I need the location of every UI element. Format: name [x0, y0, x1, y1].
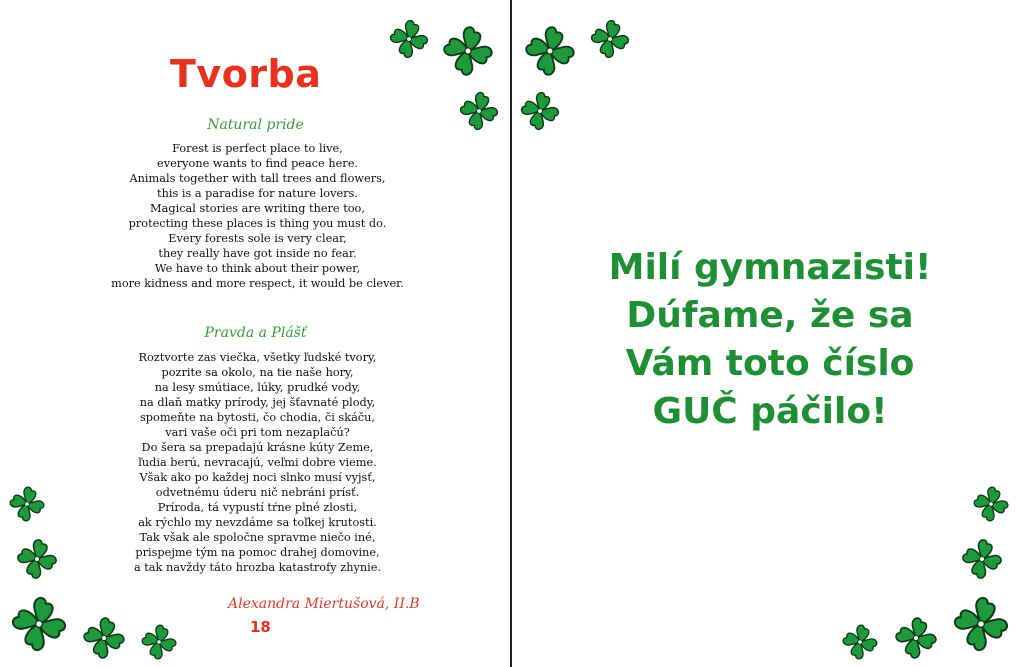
clover-icon — [5, 482, 49, 526]
clover-icon — [969, 482, 1013, 526]
clover-icon — [890, 612, 942, 664]
poem-line: pozrite sa okolo, na tie naše hory, — [161, 366, 354, 379]
poem-line: na dlaň matky prírody, jej šťavnaté plody, — [139, 396, 376, 409]
poem-line: Do šera sa prepadajú krásne kúty Zeme, — [141, 441, 374, 454]
poem-line: they really have got inside no fear. — [158, 247, 357, 260]
poem-line: vari vaše oči pri tom nezaplačú? — [165, 426, 350, 439]
message-line: Dúfame, že sa — [626, 295, 914, 336]
poem-title-natural-pride: Natural pride — [207, 117, 304, 133]
clover-icon — [137, 620, 181, 664]
poem-line: Animals together with tall trees and flowers, — [129, 172, 386, 185]
poem-line: everyone wants to find peace here. — [157, 157, 358, 170]
message-line: GUČ páčilo! — [652, 391, 888, 432]
clover-icon — [455, 87, 503, 135]
clover-icon — [78, 612, 130, 664]
poem-title-pravda-a-plast: Pravda a Plášť — [204, 325, 307, 341]
clover-icon — [12, 534, 62, 584]
poem-line: protecting these places is thing you must do. — [128, 217, 387, 230]
clover-icon — [838, 620, 882, 664]
poem-line: spomeňte na bytosti, čo chodia, či skáču, — [140, 411, 375, 424]
message-line: Vám toto číslo — [625, 343, 915, 384]
closing-message — [535, 244, 1005, 436]
poem-line: ak rýchlo my nevzdáme sa toľkej krutosti. — [138, 516, 377, 529]
poem-line: Forest is perfect place to live, — [172, 142, 343, 155]
poem-pravda-a-plast — [60, 350, 455, 575]
clover-icon — [586, 15, 634, 63]
left-page — [0, 0, 511, 667]
poem-line: Však ako po každej noci slnko musí vyjsť, — [139, 471, 376, 484]
page-number: 18 — [250, 618, 271, 636]
clover-icon — [516, 87, 564, 135]
clover-icon — [385, 15, 433, 63]
clover-icon — [519, 20, 581, 82]
poem-line: prispejme tým na pomoc drahej domovine, — [135, 546, 380, 559]
poem-line: this is a paradise for nature lovers. — [157, 187, 358, 200]
page-title: Tvorba — [170, 52, 322, 96]
clover-icon — [437, 20, 499, 82]
poem-line: ľudia berú, nevracajú, veľmi dobre vieme. — [138, 456, 377, 469]
poem-line: Tak však ale spoločne spravme niečo iné, — [139, 531, 376, 544]
clover-icon — [5, 590, 73, 658]
poem-line: Roztvorte zas viečka, všetky ľudské tvory, — [138, 351, 377, 364]
author-signature: Alexandra Miertušová, II.B — [228, 596, 420, 612]
poem-line: Príroda, tá vypustí tŕne plné zlosti, — [157, 501, 358, 514]
poem-line: Magical stories are writing there too, — [150, 202, 365, 215]
clover-icon — [947, 590, 1015, 658]
message-line: Milí gymnazisti! — [608, 247, 932, 288]
poem-line: na lesy smútiace, lúky, prudké vody, — [154, 381, 361, 394]
poem-line: odvetnému úderu nič nebráni prísť. — [155, 486, 360, 499]
clover-icon — [957, 534, 1007, 584]
faint-watermark — [730, 34, 830, 58]
poem-line: We have to think about their power, — [154, 262, 361, 275]
poem-natural-pride — [60, 141, 455, 291]
poem-line: more kidness and more respect, it would be clever. — [111, 277, 404, 290]
poem-line: Every forests sole is very clear, — [168, 232, 347, 245]
poem-line: a tak navždy táto hrozba katastrofy zhynie. — [133, 561, 382, 574]
